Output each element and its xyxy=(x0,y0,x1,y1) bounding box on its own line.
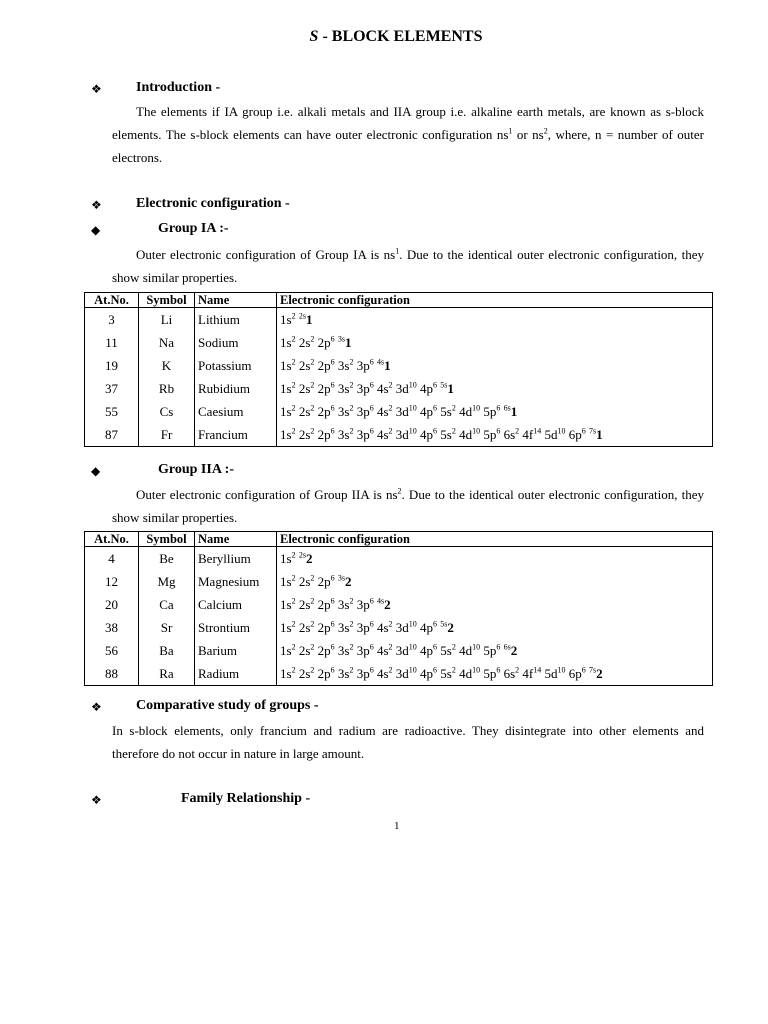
table-row xyxy=(85,639,713,662)
symbol-cell: Mg xyxy=(139,570,195,593)
config-cell: $1s^2$ $2s^2$ $2p^6$ $3s^2$ $3p^6$ $^{4s}$1 xyxy=(277,354,713,377)
table-header-row xyxy=(85,532,713,547)
config-cell: $1s^2$ $2s^2$ $2p^6$ $3s^2$ $3p^6$ $4s^2$ $3d^{10}$ $4p^6$ $^{5s}$1 xyxy=(277,377,713,400)
symbol-cell: Li xyxy=(139,308,195,332)
table-row xyxy=(85,593,713,616)
group2-heading: Group IIA :- xyxy=(158,462,234,477)
bullet-icon: ❖ xyxy=(91,82,102,96)
config-cell: $1s^2$ $^{2s}$2 xyxy=(277,547,713,571)
bullet-icon: ❖ xyxy=(91,793,102,807)
config-cell: $1s^2$ $^{2s}$1 xyxy=(277,308,713,332)
element-name-cell: Potassium xyxy=(195,354,277,377)
comparative-heading: Comparative study of groups - xyxy=(136,698,319,713)
page-number: 1 xyxy=(394,820,400,832)
element-name-cell: Calcium xyxy=(195,593,277,616)
table-row xyxy=(85,662,713,686)
config-cell: $1s^2$ $2s^2$ $2p^6$ $^{3s}$1 xyxy=(277,331,713,354)
table-row xyxy=(85,308,713,332)
element-name-cell: Magnesium xyxy=(195,570,277,593)
config-cell: $1s^2$ $2s^2$ $2p^6$ $3s^2$ $3p^6$ $4s^2$ $3d^{10}$ $4p^6$ $^{5s}$2 xyxy=(277,616,713,639)
table-row xyxy=(85,616,713,639)
table-row xyxy=(85,377,713,400)
config-cell: $1s^2$ $2s^2$ $2p^6$ $3s^2$ $3p^6$ $4s^2$ $3d^{10}$ $4p^6$ $5s^2$ $4d^{10}$ $5p^6$ $6s^2$ $4f^{14}$ $5d^{10}$ $6p^6$ $^{7s}$1 xyxy=(277,423,713,447)
symbol-cell: Sr xyxy=(139,616,195,639)
group2-paragraph: Outer electronic configuration of Group IIA is $ns^2$. Due to the identical outer electronic configuration, they show similar properties. xyxy=(112,486,705,525)
element-name-cell: Strontium xyxy=(195,616,277,639)
element-name-cell: Francium xyxy=(195,423,277,447)
element-name-cell: Rubidium xyxy=(195,377,277,400)
header-name: Name xyxy=(195,293,277,308)
header-config: Electronic configuration xyxy=(277,532,713,547)
symbol-cell: Ra xyxy=(139,662,195,686)
symbol-cell: K xyxy=(139,354,195,377)
table-row xyxy=(85,400,713,423)
atomic-number-cell: 38 xyxy=(85,616,139,639)
table-row xyxy=(85,354,713,377)
atomic-number-cell: 87 xyxy=(85,423,139,447)
element-name-cell: Sodium xyxy=(195,331,277,354)
header-atno: At.No. xyxy=(85,293,139,308)
atomic-number-cell: 56 xyxy=(85,639,139,662)
bullet-icon: ❖ xyxy=(91,700,102,714)
atomic-number-cell: 4 xyxy=(85,547,139,571)
symbol-cell: Be xyxy=(139,547,195,571)
family-heading: Family Relationship - xyxy=(181,791,311,806)
header-config: Electronic configuration xyxy=(277,293,713,308)
symbol-cell: Rb xyxy=(139,377,195,400)
group2-table xyxy=(84,531,713,686)
intro-paragraph: The elements if IA group i.e. alkali metals and IIA group i.e. alkaline earth metals, are known as s-block elements. The s-block elements can have outer electronic configuration $ns^1$ or $ns^2$, where, n = number of outer electrons. xyxy=(112,104,704,165)
config-cell: $1s^2$ $2s^2$ $2p^6$ $3s^2$ $3p^6$ $4s^2$ $3d^{10}$ $4p^6$ $5s^2$ $4d^{10}$ $5p^6$ $^{6s}$1 xyxy=(277,400,713,423)
page-title: S - BLOCK ELEMENTS xyxy=(309,28,483,45)
intro-heading: Introduction - xyxy=(136,80,221,95)
table-row xyxy=(85,570,713,593)
atomic-number-cell: 11 xyxy=(85,331,139,354)
comparative-paragraph: In s-block elements, only francium and radium are radioactive. They disintegrate into other elements and therefore do not occur in nature in large amount. xyxy=(112,723,704,761)
element-name-cell: Caesium xyxy=(195,400,277,423)
table-row xyxy=(85,423,713,447)
atomic-number-cell: 37 xyxy=(85,377,139,400)
config-cell: $1s^2$ $2s^2$ $2p^6$ $3s^2$ $3p^6$ $4s^2$ $3d^{10}$ $4p^6$ $5s^2$ $4d^{10}$ $5p^6$ $^{6s}$2 xyxy=(277,639,713,662)
config-cell: $1s^2$ $2s^2$ $2p^6$ $^{3s}$2 xyxy=(277,570,713,593)
config-cell: $1s^2$ $2s^2$ $2p^6$ $3s^2$ $3p^6$ $4s^2$ $3d^{10}$ $4p^6$ $5s^2$ $4d^{10}$ $5p^6$ $6s^2$ $4f^{14}$ $5d^{10}$ $6p^6$ $^{7s}$2 xyxy=(277,662,713,686)
symbol-cell: Na xyxy=(139,331,195,354)
bullet-icon: ❖ xyxy=(91,198,102,212)
element-name-cell: Lithium xyxy=(195,308,277,332)
atomic-number-cell: 55 xyxy=(85,400,139,423)
atomic-number-cell: 88 xyxy=(85,662,139,686)
symbol-cell: Fr xyxy=(139,423,195,447)
header-symbol: Symbol xyxy=(139,293,195,308)
header-symbol: Symbol xyxy=(139,532,195,547)
table-header-row xyxy=(85,293,713,308)
group1-paragraph: Outer electronic configuration of Group IA is $ns^1$. Due to the identical outer electronic configuration, they show similar properties. xyxy=(112,246,704,285)
atomic-number-cell: 3 xyxy=(85,308,139,332)
atomic-number-cell: 19 xyxy=(85,354,139,377)
element-name-cell: Radium xyxy=(195,662,277,686)
table-row xyxy=(85,331,713,354)
diamond-bullet-icon: ◆ xyxy=(91,464,101,478)
atomic-number-cell: 12 xyxy=(85,570,139,593)
table-row xyxy=(85,547,713,571)
symbol-cell: Ba xyxy=(139,639,195,662)
atomic-number-cell: 20 xyxy=(85,593,139,616)
config-cell: $1s^2$ $2s^2$ $2p^6$ $3s^2$ $3p^6$ $^{4s}$2 xyxy=(277,593,713,616)
header-atno: At.No. xyxy=(85,532,139,547)
element-name-cell: Beryllium xyxy=(195,547,277,571)
symbol-cell: Ca xyxy=(139,593,195,616)
element-name-cell: Barium xyxy=(195,639,277,662)
diamond-bullet-icon: ◆ xyxy=(91,223,101,237)
group1-table xyxy=(84,292,713,447)
header-name: Name xyxy=(195,532,277,547)
symbol-cell: Cs xyxy=(139,400,195,423)
econf-heading: Electronic configuration - xyxy=(136,196,290,211)
group1-heading: Group IA :- xyxy=(158,221,229,236)
